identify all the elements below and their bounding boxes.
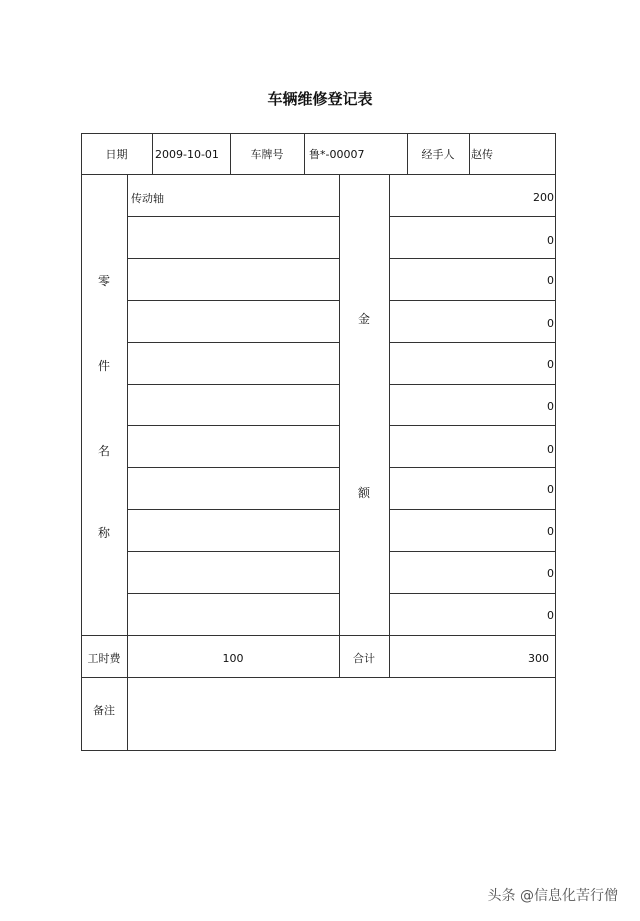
amount-row-divider xyxy=(389,593,556,594)
amount-cell: 0 xyxy=(547,443,554,456)
parts-label-char: 名 xyxy=(97,444,110,458)
amount-row-divider xyxy=(389,342,556,343)
amount-cell: 0 xyxy=(547,234,554,247)
part-row-divider xyxy=(127,593,339,594)
amount-row-divider xyxy=(389,216,556,217)
part-row-divider xyxy=(127,216,339,217)
plate-label: 车牌号 xyxy=(250,148,284,161)
amount-label-char: 金 xyxy=(357,312,370,326)
parts-label-char: 件 xyxy=(97,359,110,373)
parts-label-char: 称 xyxy=(97,526,110,540)
amount-cell: 0 xyxy=(547,567,554,580)
labor-fee-value: 100 xyxy=(222,652,244,665)
part-row-divider xyxy=(127,467,339,468)
amount-row-divider xyxy=(389,258,556,259)
remark-label: 备注 xyxy=(93,704,115,717)
handler-value: 赵传 xyxy=(471,148,493,161)
summary-bottom-divider xyxy=(81,677,556,678)
amount-cell: 200 xyxy=(533,191,554,204)
parts-label-char: 零 xyxy=(97,274,110,288)
date-value: 2009-10-01 xyxy=(155,148,219,161)
part-row-divider xyxy=(127,425,339,426)
amount-cell: 0 xyxy=(547,525,554,538)
labor-fee-label: 工时费 xyxy=(87,652,121,665)
amount-row-divider xyxy=(389,425,556,426)
part-row-divider xyxy=(127,342,339,343)
part-row-divider xyxy=(127,300,339,301)
amount-cell: 0 xyxy=(547,483,554,496)
plate-value: 鲁*-00007 xyxy=(309,148,365,161)
date-label: 日期 xyxy=(105,148,128,161)
header-divider xyxy=(469,133,470,174)
amount-row-divider xyxy=(389,300,556,301)
repair-registration-form xyxy=(81,133,556,751)
part-row-divider xyxy=(127,384,339,385)
part-row-divider xyxy=(127,551,339,552)
watermark: 头条 @信息化苦行僧 xyxy=(487,888,618,904)
header-divider xyxy=(304,133,305,174)
amount-cell: 0 xyxy=(547,274,554,287)
total-value: 300 xyxy=(528,652,549,665)
amount-cell: 0 xyxy=(547,317,554,330)
amount-cell: 0 xyxy=(547,609,554,622)
items-bottom-divider xyxy=(81,635,556,636)
form-title: 车辆维修登记表 xyxy=(267,90,373,108)
amount-label-char: 额 xyxy=(357,486,370,500)
handler-label: 经手人 xyxy=(421,148,455,161)
header-row-divider xyxy=(81,174,556,175)
part-row-divider xyxy=(127,258,339,259)
amount-cell: 0 xyxy=(547,400,554,413)
header-divider xyxy=(152,133,153,174)
total-label: 合计 xyxy=(353,652,375,665)
amount-row-divider xyxy=(389,384,556,385)
parts-column-divider xyxy=(339,174,340,677)
amount-row-divider xyxy=(389,509,556,510)
amount-cell: 0 xyxy=(547,358,554,371)
amount-row-divider xyxy=(389,551,556,552)
part-name-cell: 传动轴 xyxy=(131,192,164,205)
part-row-divider xyxy=(127,509,339,510)
amount-row-divider xyxy=(389,467,556,468)
